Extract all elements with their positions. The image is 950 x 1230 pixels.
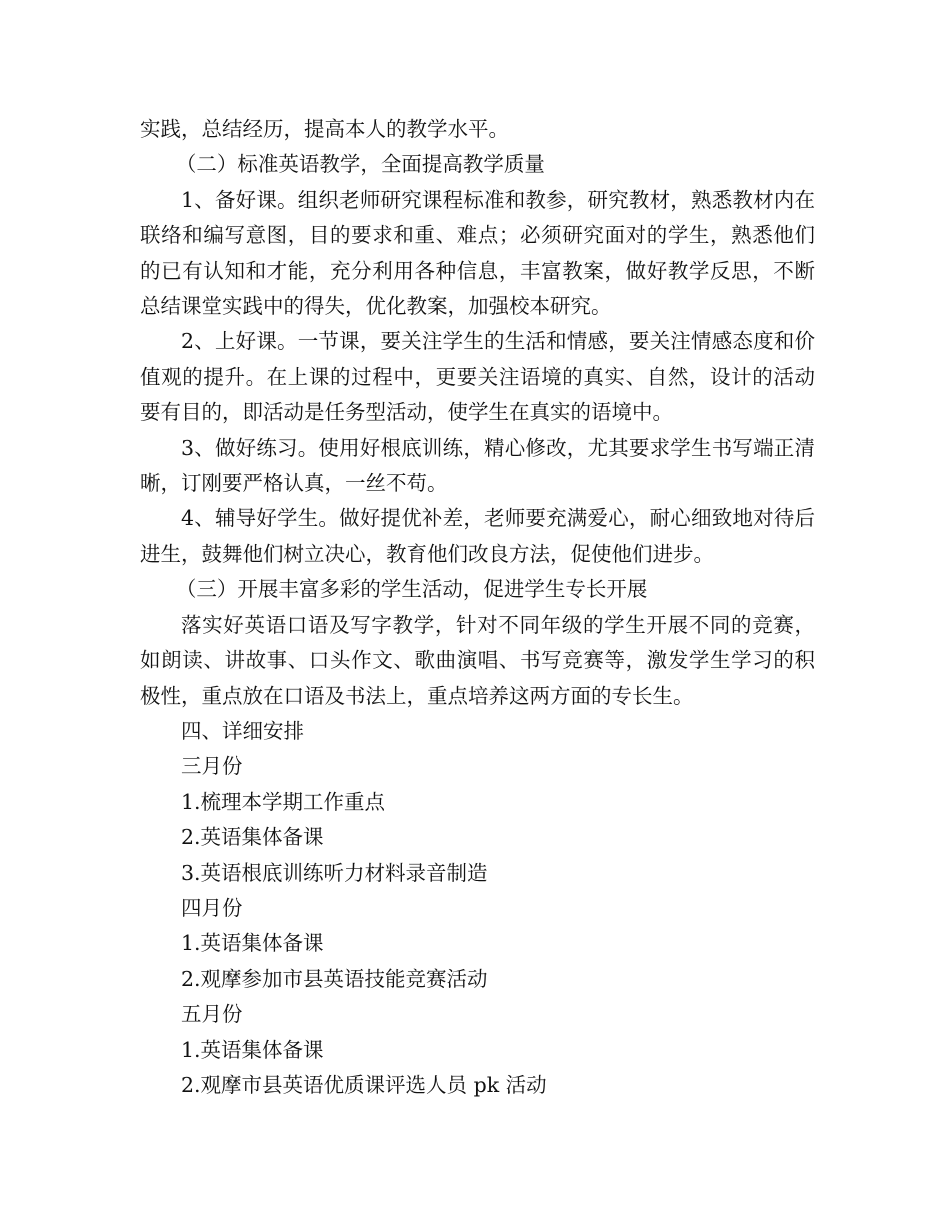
document-body xyxy=(140,112,815,1103)
paragraph-teach-lessons: 2、上好课。一节课，要关注学生的生活和情感，要关注情感态度和价值观的提升。在上课的过程中，更要关注语境的真实、自然，设计的活动要有目的，即活动是任务型活动，使学生在真实的语境中。 xyxy=(140,329,815,425)
list-item: 2.观摩市县英语优质课评选人员 pk 活动 xyxy=(181,1072,547,1097)
list-item: 1.梳理本学期工作重点 xyxy=(181,789,386,814)
paragraph-tutoring: 4、辅导好学生。做好提优补差，老师要充满爱心，耐心细致地对待后进生，鼓舞他们树立决心，教育他们改良方法，促使他们进步。 xyxy=(140,506,815,566)
list-item: 2.英语集体备课 xyxy=(181,825,324,850)
section-heading-4: 四、详细安排 xyxy=(181,718,304,743)
paragraph-continuation: 实践，总结经历，提高本人的教学水平。 xyxy=(140,117,509,141)
month-heading-april: 四月份 xyxy=(181,895,243,920)
section-heading-3: （三）开展丰富多彩的学生活动，促进学生专长开展 xyxy=(175,577,648,602)
list-item: 1.英语集体备课 xyxy=(181,1037,324,1062)
month-heading-march: 三月份 xyxy=(181,754,243,779)
paragraph-prepare-lessons: 1、备好课。组织老师研究课程标准和教参，研究教材，熟悉教材内在联络和编写意图，目的要求和重、难点；必须研究面对的学生，熟悉他们的已有认知和才能，充分利用各种信息，丰富教案，做好教学反思，不断总结课堂实践中的得失，优化教案，加强校本研究。 xyxy=(140,187,815,319)
list-item: 1.英语集体备课 xyxy=(181,931,324,956)
paragraph-exercises: 3、做好练习。使用好根底训练，精心修改，尤其要求学生书写端正清晰，订刚要严格认真，一丝不苟。 xyxy=(140,435,815,496)
list-item: 2.观摩参加市县英语技能竞赛活动 xyxy=(181,966,488,991)
paragraph-activities: 落实好英语口语及写字教学，针对不同年级的学生开展不同的竞赛，如朗读、讲故事、口头作文、歌曲演唱、书写竞赛等，激发学生学习的积极性，重点放在口语及书法上，重点培养这两方面的专长生。 xyxy=(140,612,815,708)
list-item: 3.英语根底训练听力材料录音制造 xyxy=(181,860,488,885)
section-heading-2: （二）标准英语教学，全面提高教学质量 xyxy=(175,152,545,177)
month-heading-may: 五月份 xyxy=(181,1002,243,1027)
